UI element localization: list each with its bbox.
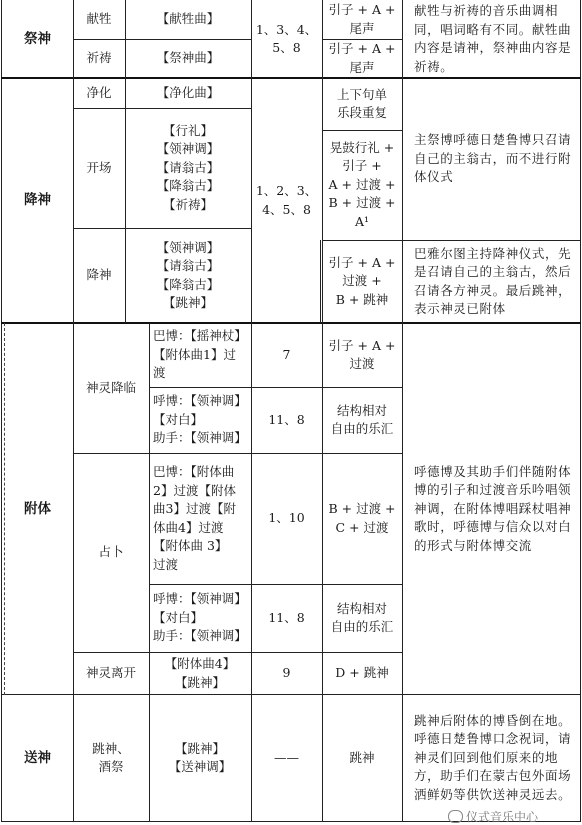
step-jiangshen: 降神: [86, 267, 112, 283]
music-xiansheng: 【献牲曲】: [156, 11, 220, 27]
table-border-right: [580, 0, 581, 822]
meter-songshen: ——: [274, 749, 299, 765]
music-shenling-b: 呼博：【领神调】 【对白】 助手：【领神调】: [153, 393, 247, 446]
desc-jiangshen: 巴雅尔图主持降神仪式，先是召请自己的主翁古，然后召请各方神灵。最后跳神，表示神灵已附体: [414, 245, 572, 316]
music-jiangshen: 【领神调】 【请翁古】 【降翁古】 【跳神】: [156, 239, 220, 310]
row-line-shenling: [73, 453, 402, 454]
desc-songshen: 跳神后附体的博昏倒在地。呼德日楚鲁博口念祝词，请神灵们回到他们原来的地方，助手们在蒙古包外面场洒鲜奶等供饮送神灵远去。: [414, 712, 572, 802]
desc-futi: 呼德博及其助手们伴随附体博的引子和过渡音乐吟唱领神调，在附体博唱踩杖唱神歌时，呼德博与信众以对白的形式与附体博交流: [414, 463, 572, 553]
music-zhanbu-b: 呼博：【领神调】 【对白】 助手：【领神调】: [153, 591, 247, 644]
stage-jisheng: 祭神: [24, 30, 51, 47]
col-divider-step-lower: [149, 323, 150, 821]
row-line-kaichang-structure: [322, 240, 580, 241]
structure-qidao: 引子 + A + 尾声: [328, 41, 396, 75]
structure-shenling-b: 结构相对 自由的乐汇: [330, 402, 394, 436]
music-likai: 【附体曲4】 【跳神】: [164, 656, 236, 690]
step-songshen: 跳神、 酒祭: [92, 740, 130, 774]
music-songshen: 【跳神】 【送神调】: [168, 740, 232, 774]
col-divider-music: [251, 0, 252, 822]
col-divider-structure: [402, 0, 403, 822]
row-line-shenling-a: [149, 387, 402, 388]
separator-futi-songshen: [1, 694, 581, 695]
stage-songshen: 送神: [24, 749, 51, 766]
meter-jisheng: 1、3、4、 5、8: [255, 21, 318, 55]
music-kaichang: 【行礼】 【领神调】 【请翁古】 【降翁古】 【祈祷】: [156, 122, 220, 212]
desc-jisheng: 献牲与祈祷的音乐曲调相同，唱词略有不同。献牲曲内容是请神，祭神曲内容是祈祷。: [414, 3, 572, 74]
row-line-zhanbu: [73, 652, 402, 653]
structure-zhanbu-a: B + 过渡 + C + 过渡: [328, 501, 396, 535]
meter-zhanbu-a: 1、10: [268, 510, 305, 526]
stage-jiangshen: 降神: [24, 192, 51, 209]
structure-kaichang: 晃鼓行礼 + 引子 + A + 过渡 + B + 过渡 + A¹: [328, 139, 396, 229]
structure-jiangshen: 引子 + A + 过渡 + B + 跳神: [328, 254, 396, 307]
meter-likai: 9: [282, 665, 291, 681]
sub-shenling-likai: 神灵离开: [85, 665, 136, 681]
structure-likai: D + 跳神: [335, 665, 389, 681]
structure-zhanbu-b: 结构相对 自由的乐汇: [330, 600, 394, 634]
structure-shenling-a: 引子 + A + 过渡: [328, 337, 396, 371]
meter-jiangshen: 1、2、3、 4、5、8: [255, 183, 318, 217]
wechat-icon: [448, 810, 463, 823]
music-zhanbu-a: 巴博：【附体曲 2】过渡【附体 曲3】过渡【附 体曲4】过渡 【附体曲 3】 过渡: [153, 464, 236, 572]
watermark: [448, 808, 538, 825]
music-shenling-a: 巴博：【摇神杖】 【附体曲1】过渡: [153, 328, 247, 381]
desc-kaichang: 主祭博呼德日楚鲁博只召请自己的主翁古，而不进行附体仪式: [414, 132, 572, 185]
dashed-edge: [4, 323, 5, 695]
table-border-left: [1, 0, 2, 822]
structure-xiansheng: 引子 + A + 尾声: [328, 2, 396, 36]
music-jinghua: 【净化曲】: [156, 84, 220, 100]
meter-zhanbu-b: 11、8: [268, 609, 305, 625]
watermark-text: 仪式音乐中心: [466, 810, 539, 824]
structure-jinghua: 上下句单 乐段重复: [336, 86, 387, 120]
col-divider-stage: [73, 0, 74, 822]
separator-jisheng-jiangshen: [1, 77, 581, 79]
row-line-jisheng-b: [322, 39, 402, 40]
row-line-jinghua: [73, 108, 251, 109]
stage-futi: 附体: [24, 500, 51, 517]
row-line-jinghua-structure: [322, 130, 402, 131]
sub-zhanbu: 占卜: [98, 544, 124, 560]
step-xiansheng: 献牲: [86, 11, 112, 27]
separator-jiangshen-futi: [1, 322, 581, 324]
col-divider-step-upper: [125, 0, 126, 323]
col-divider-meter: [322, 0, 323, 822]
double-line-structure: [320, 240, 321, 323]
row-line-kaichang: [73, 228, 251, 229]
row-line-jisheng-a: [73, 39, 251, 40]
sub-shenling-jianglin: 神灵降临: [85, 379, 136, 395]
music-qidao: 【祭神曲】: [156, 50, 220, 66]
structure-songshen: 跳神: [349, 749, 375, 765]
step-kaichang: 开场: [86, 159, 112, 175]
step-jinghua: 净化: [86, 84, 112, 100]
step-qidao: 祈祷: [86, 50, 112, 66]
meter-shenling-a: 7: [282, 346, 291, 362]
row-line-zhanbu-a: [149, 584, 402, 585]
meter-shenling-b: 11、8: [268, 411, 305, 427]
